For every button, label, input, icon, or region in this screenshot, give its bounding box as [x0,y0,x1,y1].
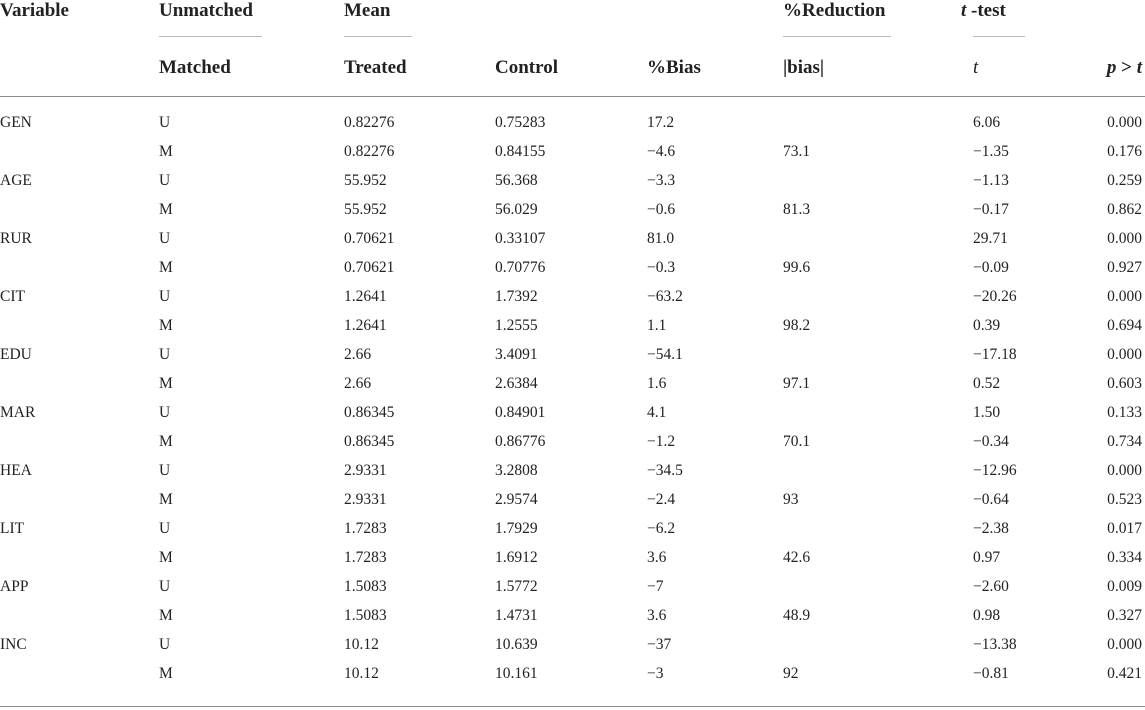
cell-t: −0.09 [973,259,1009,276]
cell-t: 1.50 [973,404,1001,421]
header-p-label: p [1106,57,1117,78]
cell-bias: 1.1 [647,317,667,334]
cell-control: 0.86776 [495,433,546,450]
cell-p: 0.133 [1107,404,1142,421]
cell-treated: 1.7283 [344,520,387,537]
cell-t: −1.13 [973,172,1009,189]
header-t: t [973,57,979,78]
cell-reduction: 93 [783,491,799,508]
cell-reduction: 70.1 [783,433,811,450]
cell-t: 0.97 [973,549,1001,566]
cell-treated: 1.2641 [344,288,387,305]
cell-sample: U [159,636,171,653]
header-rule [0,96,1145,97]
header-ttest-rest: -test [966,0,1006,21]
header-unmatched: Unmatched [159,0,253,21]
table-row [0,342,1145,371]
cell-treated: 0.70621 [344,230,395,247]
cell-variable: AGE [0,172,32,189]
cell-control: 1.6912 [495,549,538,566]
cell-control: 0.70776 [495,259,546,276]
cell-t: −0.34 [973,433,1009,450]
cell-p: 0.603 [1107,375,1142,392]
cell-treated: 2.9331 [344,462,387,479]
cell-t: 0.98 [973,607,1001,624]
cell-variable: EDU [0,346,32,363]
cell-t: 6.06 [973,114,1001,131]
table-row [0,661,1145,690]
header-p [1107,57,1142,79]
cell-control: 10.639 [495,636,538,653]
cell-reduction: 99.6 [783,259,811,276]
table-row [0,458,1145,487]
cell-control: 2.6384 [495,375,538,392]
cell-t: −0.64 [973,491,1009,508]
cell-p: 0.327 [1107,607,1142,624]
header-treated: Treated [344,57,407,78]
header-abs-bias: |bias| [783,57,825,78]
cell-bias: −0.3 [647,259,676,276]
underline-ttest [973,36,1025,37]
cell-reduction: 81.3 [783,201,811,218]
cell-t: −2.60 [973,578,1009,595]
cell-variable: INC [0,636,27,653]
cell-control: 1.7392 [495,288,538,305]
cell-variable: LIT [0,520,25,537]
cell-variable: CIT [0,288,25,305]
cell-bias: −3.3 [647,172,676,189]
header-control: Control [495,57,558,78]
cell-sample: U [159,172,171,189]
cell-treated: 10.12 [344,636,379,653]
cell-sample: M [159,549,173,566]
cell-sample: M [159,317,173,334]
cell-control: 2.9574 [495,491,538,508]
cell-treated: 1.2641 [344,317,387,334]
cell-treated: 1.5083 [344,578,387,595]
table-row [0,313,1145,342]
underline-reduction [783,36,891,37]
cell-treated: 0.70621 [344,259,395,276]
cell-treated: 1.7283 [344,549,387,566]
cell-sample: U [159,230,171,247]
cell-reduction: 92 [783,665,799,682]
cell-sample: M [159,665,173,682]
cell-bias: 1.6 [647,375,667,392]
table-row [0,574,1145,603]
table-row [0,400,1145,429]
table-row [0,603,1145,632]
cell-bias: −1.2 [647,433,676,450]
cell-control: 0.84155 [495,143,546,160]
cell-bias: 81.0 [647,230,675,247]
cell-reduction: 73.1 [783,143,811,160]
cell-t: −0.81 [973,665,1009,682]
cell-bias: −37 [647,636,672,653]
cell-p: 0.334 [1107,549,1142,566]
header-p-gt: > [1116,57,1137,78]
cell-p: 0.000 [1107,230,1142,247]
underline-unmatched [159,36,262,37]
cell-control: 56.029 [495,201,538,218]
cell-t: −13.38 [973,636,1017,653]
cell-sample: M [159,491,173,508]
cell-p: 0.927 [1107,259,1142,276]
cell-treated: 55.952 [344,172,387,189]
table-row [0,371,1145,400]
cell-t: −12.96 [973,462,1017,479]
cell-bias: −4.6 [647,143,676,160]
table-row [0,632,1145,661]
cell-control: 1.7929 [495,520,538,537]
cell-bias: 17.2 [647,114,675,131]
cell-control: 0.33107 [495,230,546,247]
cell-control: 3.4091 [495,346,538,363]
cell-treated: 55.952 [344,201,387,218]
cell-p: 0.259 [1107,172,1142,189]
cell-bias: −7 [647,578,664,595]
cell-p: 0.000 [1107,462,1142,479]
cell-variable: APP [0,578,29,595]
cell-bias: −54.1 [647,346,683,363]
cell-sample: M [159,433,173,450]
cell-bias: −6.2 [647,520,676,537]
cell-p: 0.000 [1107,114,1142,131]
cell-control: 0.75283 [495,114,546,131]
cell-bias: −0.6 [647,201,676,218]
cell-t: −20.26 [973,288,1017,305]
cell-sample: U [159,462,171,479]
table-row [0,168,1145,197]
cell-treated: 2.66 [344,375,372,392]
cell-p: 0.694 [1107,317,1142,334]
bottom-rule [0,706,1145,707]
cell-p: 0.000 [1107,288,1142,305]
cell-control: 1.5772 [495,578,538,595]
table-row [0,197,1145,226]
cell-p: 0.862 [1107,201,1142,218]
header-mean: Mean [344,0,391,21]
table-row [0,545,1145,574]
cell-t: 0.52 [973,375,1001,392]
cell-p: 0.421 [1107,665,1142,682]
cell-variable: HEA [0,462,32,479]
cell-p: 0.000 [1107,346,1142,363]
header-ttest [961,0,1006,22]
cell-control: 56.368 [495,172,538,189]
cell-p: 0.009 [1107,578,1142,595]
table-row [0,110,1145,139]
cell-p: 0.000 [1107,636,1142,653]
cell-treated: 1.5083 [344,607,387,624]
table-row [0,284,1145,313]
header-ttest-t: t [961,0,967,21]
cell-t: 29.71 [973,230,1008,247]
cell-variable: GEN [0,114,32,131]
cell-reduction: 42.6 [783,549,811,566]
cell-reduction: 48.9 [783,607,811,624]
cell-sample: U [159,578,171,595]
cell-p: 0.734 [1107,433,1142,450]
table-row [0,487,1145,516]
cell-treated: 2.66 [344,346,372,363]
cell-bias: −63.2 [647,288,683,305]
cell-sample: M [159,607,173,624]
cell-reduction: 98.2 [783,317,811,334]
table-row [0,226,1145,255]
cell-sample: U [159,520,171,537]
cell-control: 1.2555 [495,317,538,334]
cell-variable: RUR [0,230,32,247]
table-row [0,255,1145,284]
cell-t: −0.17 [973,201,1009,218]
cell-reduction: 97.1 [783,375,811,392]
cell-variable: MAR [0,404,36,421]
cell-t: −2.38 [973,520,1009,537]
table-row [0,516,1145,545]
cell-p: 0.176 [1107,143,1142,160]
cell-t: −17.18 [973,346,1017,363]
cell-bias: 3.6 [647,549,667,566]
cell-control: 3.2808 [495,462,538,479]
cell-sample: U [159,114,171,131]
cell-treated: 2.9331 [344,491,387,508]
header-variable: Variable [0,0,69,21]
cell-sample: M [159,259,173,276]
header-reduction: %Reduction [783,0,886,21]
cell-control: 0.84901 [495,404,546,421]
cell-bias: −2.4 [647,491,676,508]
cell-treated: 0.86345 [344,433,395,450]
table-row [0,429,1145,458]
cell-sample: M [159,143,173,160]
cell-sample: U [159,288,171,305]
table-row [0,139,1145,168]
cell-t: −1.35 [973,143,1009,160]
cell-control: 10.161 [495,665,538,682]
cell-bias: 4.1 [647,404,667,421]
cell-bias: −34.5 [647,462,683,479]
underline-mean [344,36,412,37]
cell-sample: M [159,201,173,218]
cell-p: 0.017 [1107,520,1142,537]
header-bias: %Bias [647,57,701,78]
cell-p: 0.523 [1107,491,1142,508]
cell-treated: 10.12 [344,665,379,682]
cell-control: 1.4731 [495,607,538,624]
cell-sample: U [159,404,171,421]
cell-treated: 0.82276 [344,143,395,160]
cell-t: 0.39 [973,317,1001,334]
table-body [0,110,1145,690]
cell-sample: M [159,375,173,392]
header-matched: Matched [159,57,231,78]
cell-sample: U [159,346,171,363]
cell-treated: 0.86345 [344,404,395,421]
cell-treated: 0.82276 [344,114,395,131]
header-p-t: t [1136,57,1142,78]
cell-bias: 3.6 [647,607,667,624]
cell-bias: −3 [647,665,664,682]
